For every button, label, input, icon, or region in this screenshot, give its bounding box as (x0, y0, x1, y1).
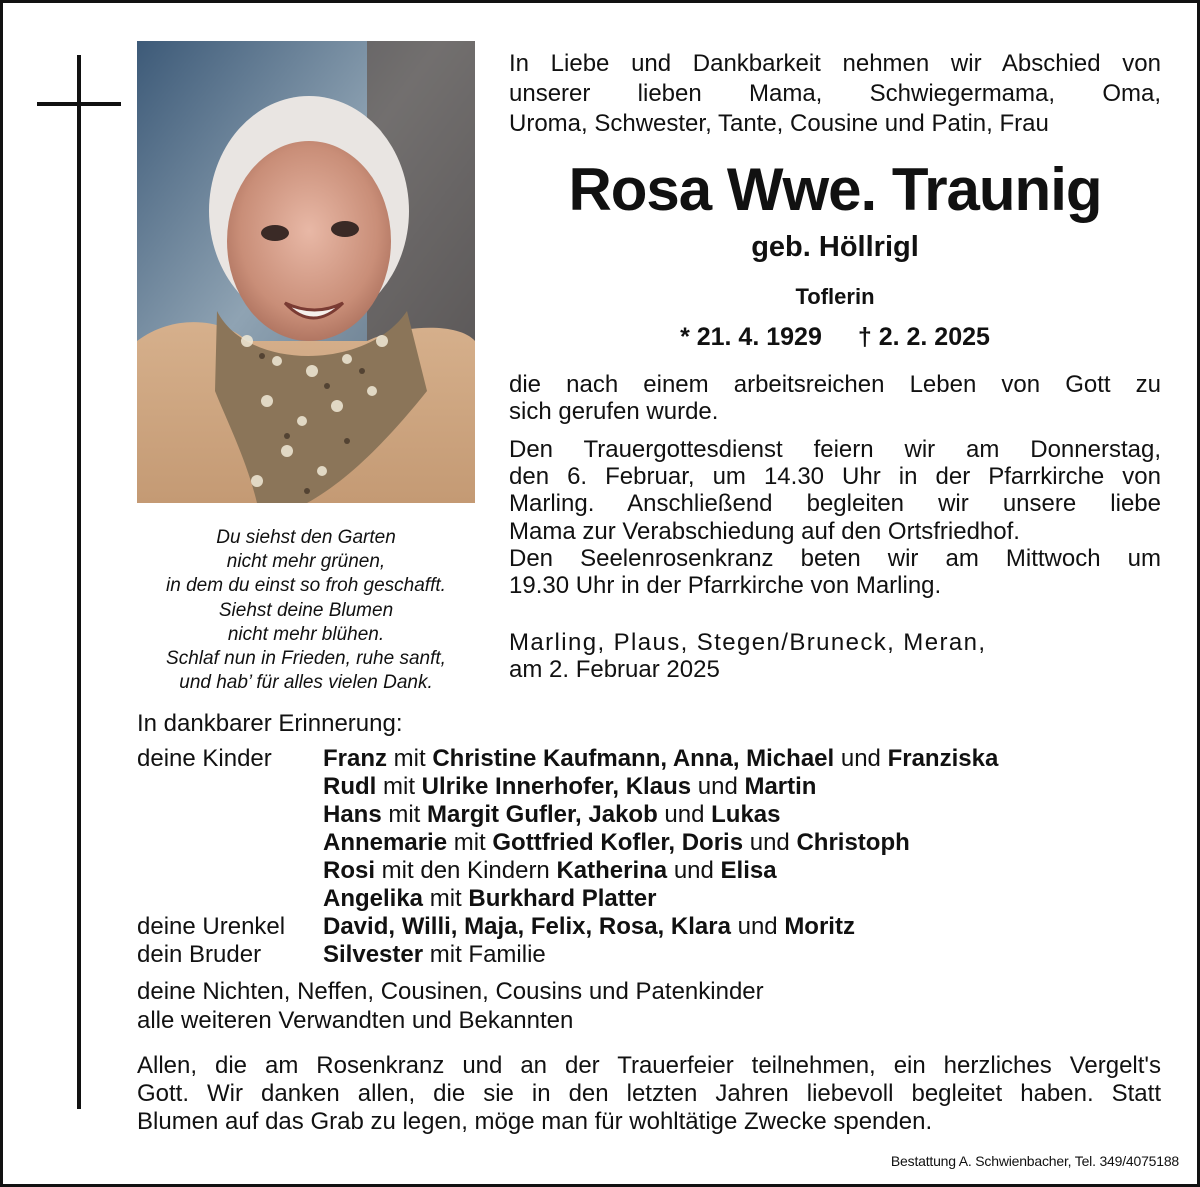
portrait-photo (137, 41, 475, 503)
cross-icon (77, 55, 81, 1109)
funeral-home-credit: Bestattung A. Schwienbacher, Tel. 349/4075188 (890, 1153, 1179, 1169)
other-relatives (137, 977, 764, 1035)
service-line: Den Seelenrosenkranz beten wir am Mittwoch um (509, 544, 1161, 572)
place-date-line: am 2. Februar 2025 (509, 656, 720, 684)
service-line: Mama zur Verabschiedung auf den Ortsfriedhof. (509, 517, 1020, 545)
place-date (509, 629, 1161, 683)
called-line: sich gerufen wurde. (509, 398, 719, 426)
thanks-line: Blumen auf das Grab zu legen, möge man für wohltätige Zwecke spenden. (137, 1108, 933, 1135)
family-row (137, 885, 1157, 913)
relation-label: deine Urenkel (137, 913, 286, 940)
thanks-line: Gott. Wir danken allen, die sie in den letzten Jahren liebevoll begleitet haben. Statt (137, 1080, 1161, 1107)
birth-date: * 21. 4. 1929 (680, 323, 822, 351)
relatives-line: deine Nichten, Neffen, Cousinen, Cousins und Patenkinder (137, 978, 764, 1005)
thanks-text (137, 1052, 1161, 1136)
deceased-name: Rosa Wwe. Traunig (568, 156, 1102, 223)
called-line: die nach einem arbeitsreichen Leben von Gott zu (509, 371, 1161, 398)
remember-heading: In dankbarer Erinnerung: (137, 710, 403, 737)
poem-line: in dem du einst so froh geschafft. (166, 575, 446, 597)
relation-names: Rosi mit den Kindern Katherina und Elisa (323, 857, 777, 884)
place-line: Marling, Plaus, Stegen/Bruneck, Meran, (509, 629, 987, 656)
family-row (137, 829, 1157, 857)
nickname: Toflerin (795, 284, 875, 309)
called-text (509, 371, 1161, 425)
thanks-line: Allen, die am Rosenkranz und an der Trauerfeier teilnehmen, ein herzliches Vergelt's (137, 1052, 1161, 1079)
intro-line: Uroma, Schwester, Tante, Cousine und Patin, Frau (509, 110, 1049, 137)
relation-names: Rudl mit Ulrike Innerhofer, Klaus und Martin (323, 773, 817, 800)
poem-line: Siehst deine Blumen (218, 599, 394, 621)
service-line: 19.30 Uhr in der Pfarrkirche von Marling. (509, 572, 942, 600)
service-line: Marling. Anschließend begleiten wir unsere liebe (509, 490, 1161, 518)
relation-names: Annemarie mit Gottfried Kofler, Doris und Christoph (323, 829, 910, 856)
poem-line: nicht mehr blühen. (227, 623, 385, 645)
poem-line: und hab’ für alles vielen Dank. (179, 672, 433, 694)
intro-line: In Liebe und Dankbarkeit nehmen wir Abschied von (509, 50, 1161, 77)
relation-names: David, Willi, Maja, Felix, Rosa, Klara und Moritz (323, 913, 855, 940)
service-text (509, 436, 1161, 599)
life-dates (509, 321, 1161, 353)
birth-name: geb. Höllrigl (751, 231, 919, 263)
service-line: den 6. Februar, um 14.30 Uhr in der Pfarrkirche von (509, 463, 1161, 491)
poem (137, 526, 475, 695)
death-date: † 2. 2. 2025 (857, 323, 990, 351)
family-list (137, 745, 1157, 969)
relation-names: Silvester mit Familie (323, 941, 546, 968)
relation-names: Hans mit Margit Gufler, Jakob und Lukas (323, 801, 781, 828)
relation-label: dein Bruder (137, 941, 262, 968)
family-row (137, 745, 1157, 773)
family-row (137, 857, 1157, 885)
intro-line: unserer lieben Mama, Schwiegermama, Oma, (509, 80, 1161, 107)
relatives-line: alle weiteren Verwandten und Bekannten (137, 1007, 574, 1034)
poem-line: Du siehst den Garten (216, 527, 396, 548)
family-row (137, 801, 1157, 829)
service-line: Den Trauergottesdienst feiern wir am Donnerstag, (509, 436, 1161, 463)
family-row (137, 941, 1157, 969)
relation-label: deine Kinder (137, 745, 272, 772)
family-row (137, 913, 1157, 941)
poem-line: Schlaf nun in Frieden, ruhe sanft, (166, 648, 446, 670)
family-row (137, 773, 1157, 801)
cross-icon-bar (37, 102, 121, 106)
poem-line: nicht mehr grünen, (226, 551, 386, 573)
relation-names: Franz mit Christine Kaufmann, Anna, Michael und Franziska (323, 745, 999, 772)
intro-text (509, 49, 1161, 139)
relation-names: Angelika mit Burkhard Platter (323, 885, 657, 912)
